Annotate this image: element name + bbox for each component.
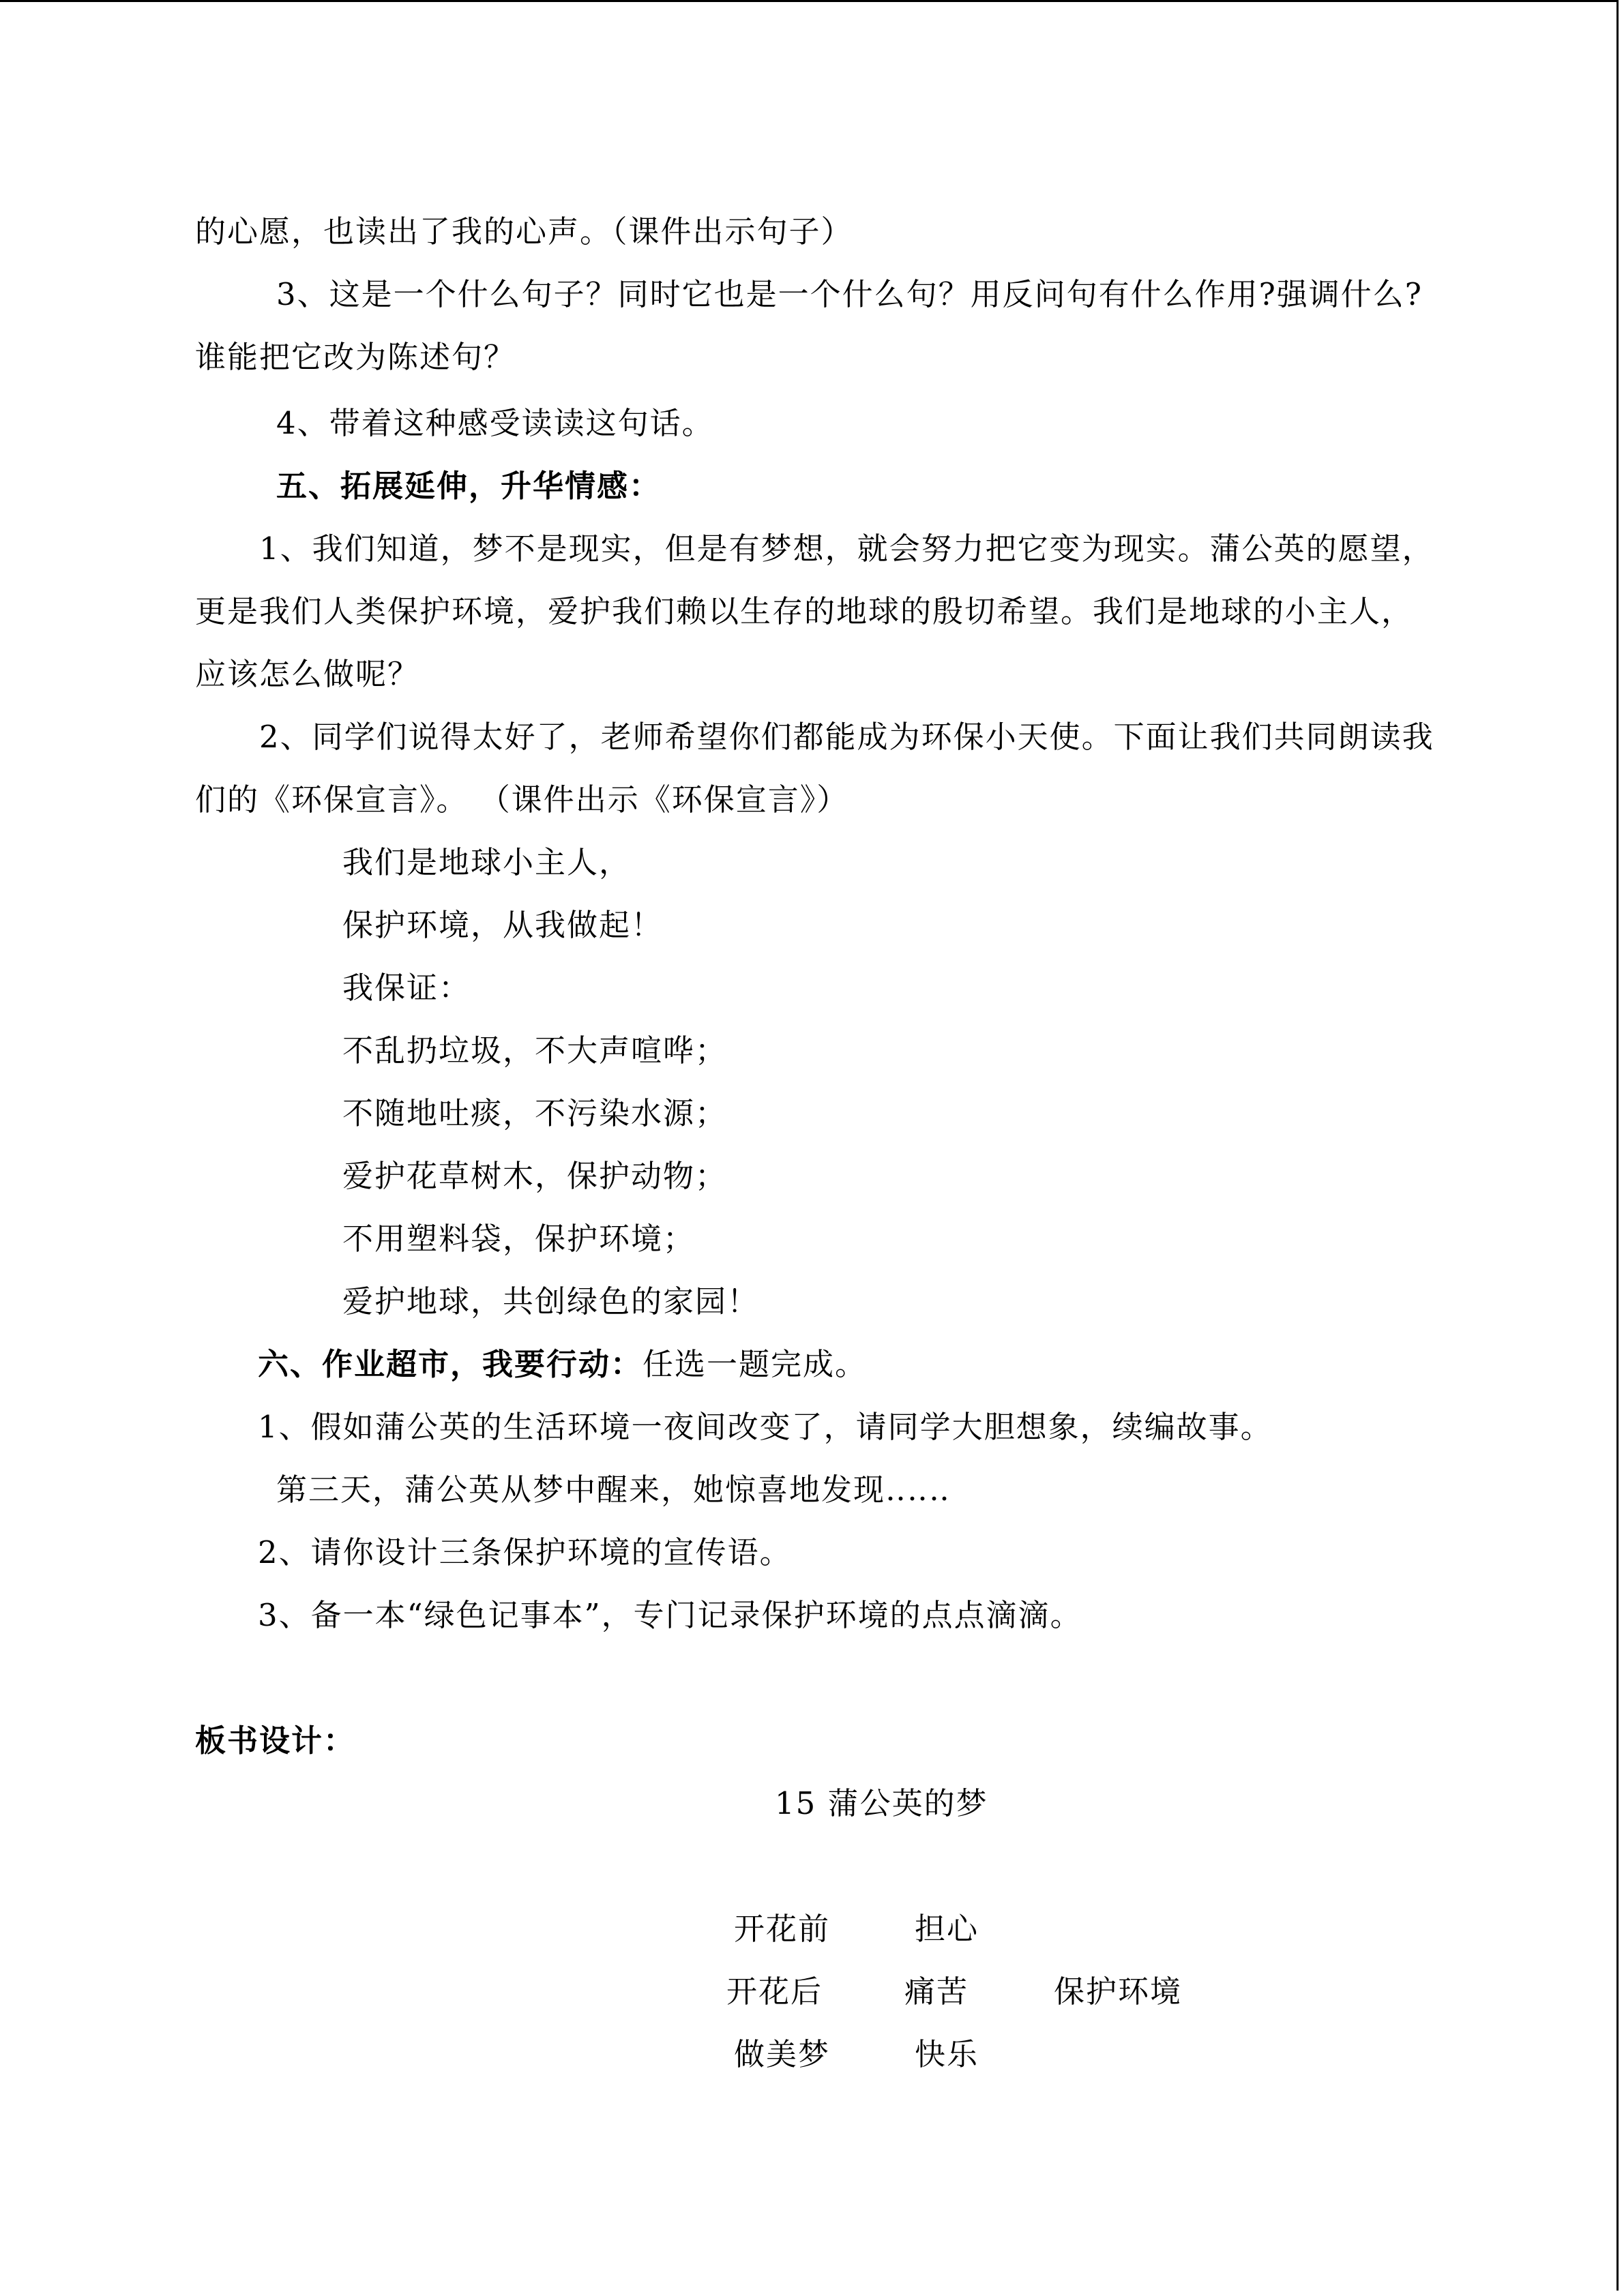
question-item-3: 3、这是一个什么句子？同时它也是一个什么句？用反问句有什么作用?强调什么?	[276, 276, 1423, 312]
board-title: 15 蒲公英的梦	[775, 1785, 988, 1821]
declaration-line: 爱护地球，共创绿色的家园！	[342, 1283, 760, 1320]
declaration-line: 保护环境，从我做起！	[342, 907, 664, 943]
section-5-item-2-cont: 们的《环保宣言》。 （课件出示《环保宣言》）	[195, 781, 849, 818]
section-6-heading: 六、作业超市，我要行动：	[258, 1346, 643, 1382]
section-5-heading: 五、拓展延伸，升华情感：	[276, 468, 662, 504]
section-5-item-1: 1、我们知道，梦不是现实，但是有梦想，就会努力把它变为现实。蒲公英的愿望，	[259, 531, 1434, 567]
board-stage: 做美梦	[734, 2036, 831, 2072]
paragraph-continuation: 的心愿，也读出了我的心声。（课件出示句子）	[195, 213, 853, 250]
board-design-heading: 板书设计：	[195, 1723, 356, 1759]
homework-item-1-prompt: 第三天，蒲公英从梦中醒来，她惊喜地发现‥‥‥	[276, 1472, 951, 1508]
question-item-3-cont: 谁能把它改为陈述句？	[195, 339, 516, 375]
board-stage: 开花后	[726, 1973, 823, 2010]
section-6	[258, 1344, 867, 1385]
board-feeling: 担心	[915, 1911, 979, 1947]
section-5-item-2: 2、同学们说得太好了，老师希望你们都能成为环保小天使。下面让我们共同朗读我	[259, 719, 1434, 755]
homework-item-3: 3、备一本“绿色记事本”，专门记录保护环境的点点滴滴。	[258, 1597, 1082, 1633]
section-6-note: 任选一题完成。	[643, 1346, 868, 1382]
homework-item-1: 1、假如蒲公英的生活环境一夜间改变了，请同学大胆想象，续编故事。	[258, 1409, 1273, 1445]
board-feeling: 快乐	[915, 2036, 979, 2072]
homework-item-2: 2、请你设计三条保护环境的宣传语。	[258, 1534, 792, 1570]
declaration-line: 我们是地球小主人，	[342, 844, 632, 880]
board-theme: 保护环境	[1054, 1973, 1183, 2010]
board-feeling: 痛苦	[904, 1973, 969, 2010]
section-5-item-1-cont: 更是我们人类保护环境，爱护我们赖以生存的地球的殷切希望。我们是地球的小主人，	[195, 593, 1414, 629]
declaration-line: 我保证：	[342, 970, 471, 1006]
declaration-line: 爱护花草树木，保护动物；	[342, 1158, 728, 1194]
section-5-item-1-cont2: 应该怎么做呢？	[195, 656, 420, 692]
declaration-line: 不随地吐痰，不污染水源；	[342, 1095, 728, 1131]
board-stage: 开花前	[734, 1911, 831, 1947]
declaration-line: 不用塑料袋，保护环境；	[342, 1221, 696, 1257]
declaration-line: 不乱扔垃圾，不大声喧哗；	[342, 1032, 728, 1069]
question-item-4: 4、带着这种感受读读这句话。	[276, 405, 714, 441]
